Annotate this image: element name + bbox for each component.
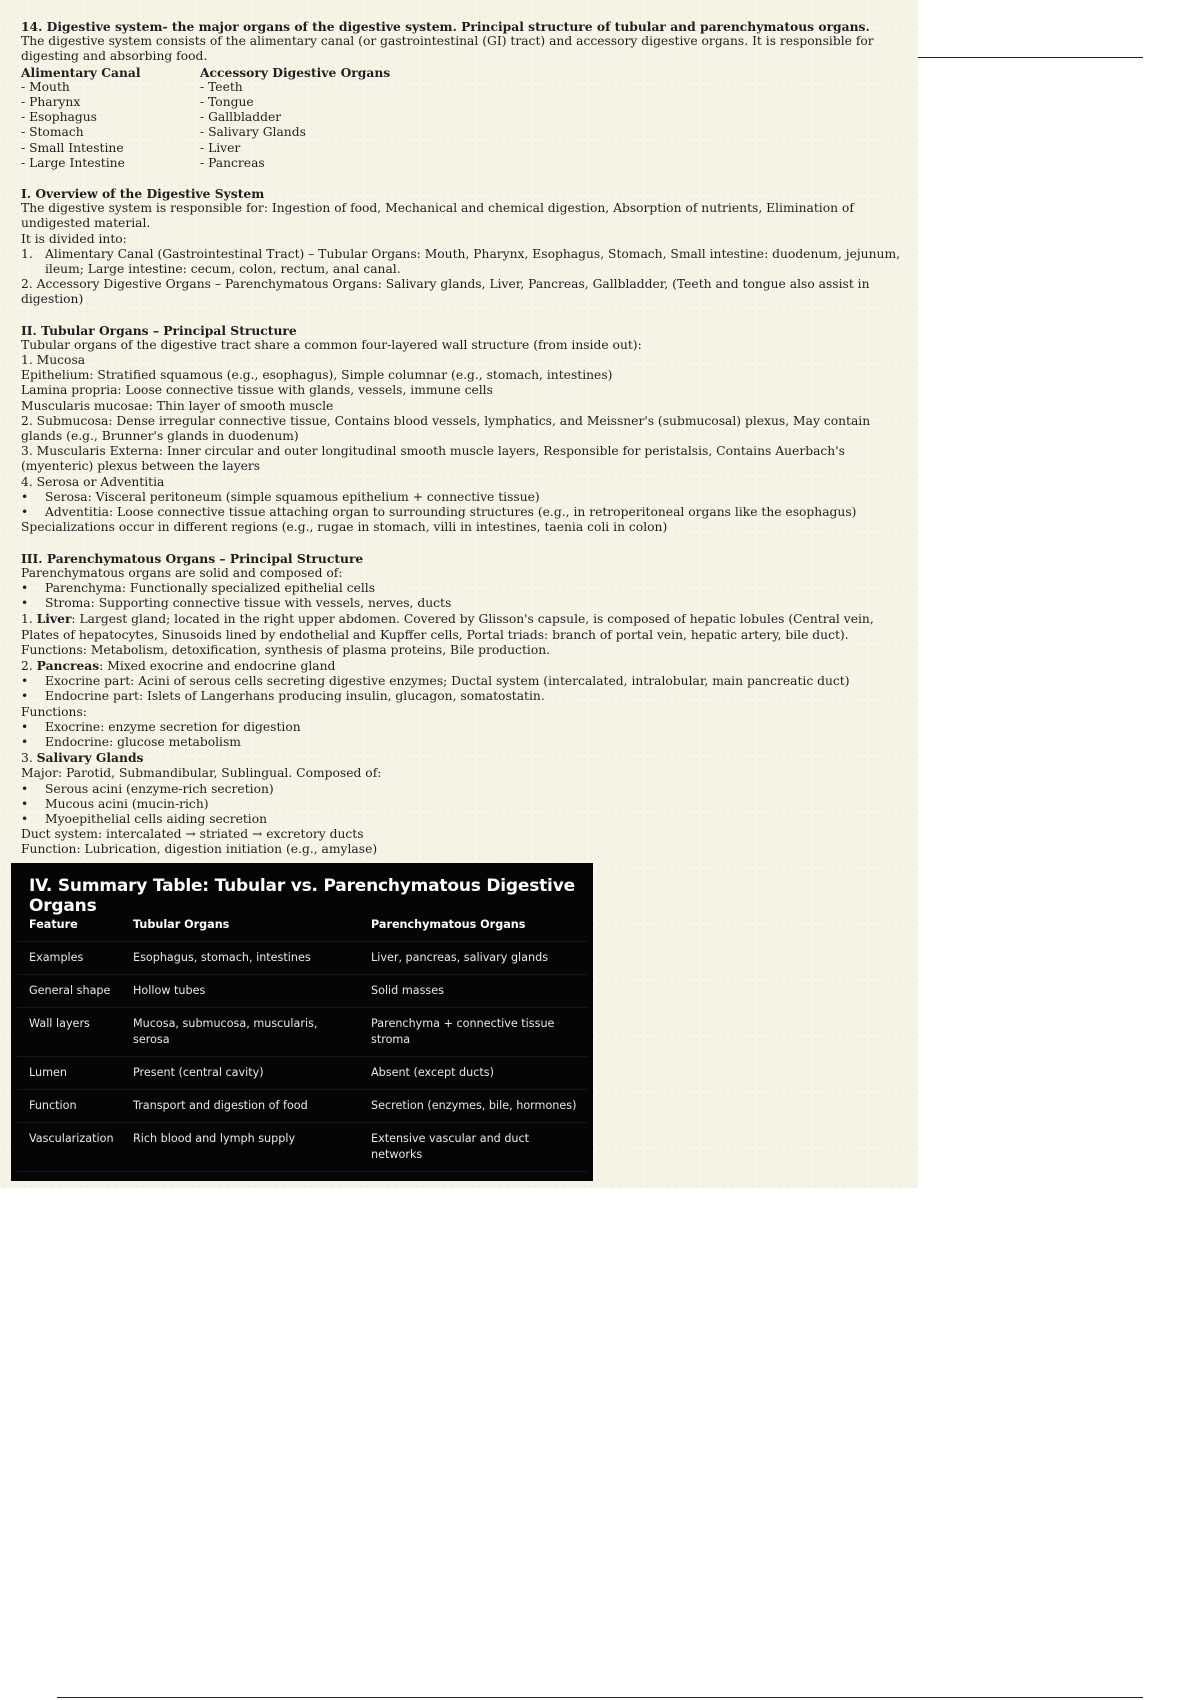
pancreas-text: : Mixed exocrine and endocrine gland bbox=[99, 658, 336, 673]
list-item: - Tongue bbox=[200, 95, 254, 110]
document-title: 14. Digestive system- the major organs of the digestive system. Principal structure of tubular and parenchymatous organs. bbox=[21, 19, 870, 34]
list-number: 1. bbox=[21, 246, 33, 261]
overview-list-item-2: 2. Accessory Digestive Organs – Parenchymatous Organs: Salivary glands, Liver, Pancreas, Gallbladder, (Teeth and tongue also assist in digestion) bbox=[21, 277, 870, 307]
table-header: Parenchymatous Organs bbox=[359, 909, 587, 942]
table-cell: Lumen bbox=[17, 1057, 121, 1090]
list-item: - Pancreas bbox=[200, 155, 265, 170]
list-item: - Gallbladder bbox=[200, 110, 282, 125]
myoepithelial-text: Myoepithelial cells aiding secretion bbox=[45, 811, 268, 826]
table-header: Tubular Organs bbox=[121, 909, 359, 942]
list-item: - Pharynx bbox=[21, 95, 81, 110]
pancreas-paragraph bbox=[21, 658, 901, 674]
serosa-heading: 4. Serosa or Adventitia bbox=[21, 474, 165, 489]
lamina-propria-text: Lamina propria: Loose connective tissue with glands, vessels, immune cells bbox=[21, 383, 493, 398]
bullet-icon: • bbox=[21, 674, 29, 689]
list-item: - Teeth bbox=[200, 79, 243, 94]
overview-list-item-1 bbox=[21, 247, 901, 277]
bullet-icon: • bbox=[21, 781, 29, 796]
bullet-icon: • bbox=[21, 580, 29, 595]
table-cell: Rich blood and lymph supply bbox=[121, 1123, 359, 1172]
alimentary-canal-heading: Alimentary Canal bbox=[21, 64, 141, 80]
spacer bbox=[21, 171, 901, 186]
bullet-icon: • bbox=[21, 734, 29, 749]
spacer bbox=[21, 308, 901, 323]
table-row bbox=[17, 975, 587, 1008]
salivary-function-text: Function: Lubrication, digestion initiation (e.g., amylase) bbox=[21, 842, 378, 857]
list-item: - Small Intestine bbox=[21, 140, 124, 155]
bullet-icon: • bbox=[21, 719, 29, 734]
list-item bbox=[21, 689, 901, 704]
table-cell: Solid masses bbox=[359, 975, 587, 1008]
list-item bbox=[21, 490, 901, 505]
list-item bbox=[21, 505, 901, 520]
serous-acini-text: Serous acini (enzyme-rich secretion) bbox=[45, 781, 274, 796]
table-cell: General shape bbox=[17, 975, 121, 1008]
table-cell: Secretion (enzymes, bile, hormones) bbox=[359, 1090, 587, 1123]
pancreas-number: 2. bbox=[21, 658, 33, 673]
mucous-acini-text: Mucous acini (mucin-rich) bbox=[45, 796, 209, 811]
table-row bbox=[17, 1090, 587, 1123]
document-body bbox=[21, 19, 901, 858]
salivary-text: Major: Parotid, Submandibular, Sublingual. Composed of: bbox=[21, 766, 382, 781]
list-text: Alimentary Canal (Gastrointestinal Tract) – Tubular Organs: Mouth, Pharynx, Esophagus, Stomach, Small intestine: duodenum, jejunum, ileum; Large intestine: cecum, colon, rectum, anal canal. bbox=[45, 246, 901, 277]
list-item bbox=[21, 720, 901, 735]
endocrine-part-text: Endocrine part: Islets of Langerhans producing insulin, glucagon, somatostatin. bbox=[45, 689, 545, 704]
list-item: - Liver bbox=[200, 140, 241, 155]
table-row bbox=[17, 1123, 587, 1172]
tubular-intro: Tubular organs of the digestive tract share a common four-layered wall structure (from inside out): bbox=[21, 337, 642, 352]
salivary-number: 3. bbox=[21, 751, 33, 766]
overview-divided-text: It is divided into: bbox=[21, 231, 127, 246]
muscularis-externa-text: 3. Muscularis Externa: Inner circular and outer longitudinal smooth muscle layers, Responsible for peristalsis, Contains Auerbach's (myenteric) plexus between the layers bbox=[21, 444, 845, 474]
serosa-text: Serosa: Visceral peritoneum (simple squamous epithelium + connective tissue) bbox=[45, 489, 540, 504]
list-item: - Large Intestine bbox=[21, 155, 125, 170]
table-cell: Present (central cavity) bbox=[121, 1057, 359, 1090]
table-row bbox=[17, 1008, 587, 1057]
specializations-text: Specializations occur in different regions (e.g., rugae in stomach, villi in intestines, taenia coli in colon) bbox=[21, 520, 668, 535]
section-heading-tubular: II. Tubular Organs – Principal Structure bbox=[21, 322, 297, 338]
list-item: - Salivary Glands bbox=[200, 125, 306, 140]
table-cell: Transport and digestion of food bbox=[121, 1090, 359, 1123]
list-item bbox=[21, 797, 901, 812]
table-cell: Parenchyma + connective tissue stroma bbox=[359, 1008, 587, 1057]
liver-label: Liver bbox=[36, 611, 72, 627]
bullet-icon: • bbox=[21, 489, 29, 504]
endocrine-function-text: Endocrine: glucose metabolism bbox=[45, 734, 241, 749]
table-cell: Function bbox=[17, 1090, 121, 1123]
bullet-icon: • bbox=[21, 689, 29, 704]
duct-system-text: Duct system: intercalated → striated → excretory ducts bbox=[21, 827, 364, 842]
list-item: - Stomach bbox=[21, 125, 84, 140]
bullet-icon: • bbox=[21, 811, 29, 826]
table-cell: Wall layers bbox=[17, 1008, 121, 1057]
exocrine-part-text: Exocrine part: Acini of serous cells secreting digestive enzymes; Ductal system (intercalated, intralobular, main pancreatic duct) bbox=[45, 674, 850, 689]
functions-label: Functions: bbox=[21, 704, 87, 719]
table-cell: Liver, pancreas, salivary glands bbox=[359, 942, 587, 975]
submucosa-text: 2. Submucosa: Dense irregular connective tissue, Contains blood vessels, lymphatics, and Meissner's (submucosal) plexus, May contain glands (e.g., Brunner's glands in duodenum) bbox=[21, 413, 871, 444]
list-item: - Mouth bbox=[21, 79, 70, 94]
accessory-organs-column bbox=[200, 65, 500, 171]
adventitia-text: Adventitia: Loose connective tissue attaching organ to surrounding structures (e.g., in retroperitoneal organs like the esophagus) bbox=[45, 505, 857, 520]
overview-paragraph: The digestive system is responsible for: Ingestion of food, Mechanical and chemical digestion, Absorption of nutrients, Elimination of undigested material. bbox=[21, 201, 854, 231]
table-cell: Hollow tubes bbox=[121, 975, 359, 1008]
list-item: - Esophagus bbox=[21, 110, 97, 125]
epithelium-text: Epithelium: Stratified squamous (e.g., esophagus), Simple columnar (e.g., stomach, intestines) bbox=[21, 368, 613, 383]
liver-number: 1. bbox=[21, 612, 33, 627]
parenchyma-text: Parenchyma: Functionally specialized epithelial cells bbox=[45, 580, 376, 595]
list-item bbox=[21, 735, 901, 750]
divider bbox=[918, 57, 1143, 58]
list-item bbox=[21, 812, 901, 827]
bullet-icon: • bbox=[21, 596, 29, 611]
list-item bbox=[21, 674, 901, 689]
parenchymatous-intro: Parenchymatous organs are solid and composed of: bbox=[21, 565, 343, 580]
salivary-heading bbox=[21, 750, 901, 766]
spacer bbox=[21, 536, 901, 551]
list-item bbox=[21, 581, 901, 596]
accessory-organs-heading: Accessory Digestive Organs bbox=[200, 64, 391, 80]
summary-table bbox=[17, 909, 587, 1172]
table-cell: Mucosa, submucosa, muscularis, serosa bbox=[121, 1008, 359, 1057]
table-cell: Absent (except ducts) bbox=[359, 1057, 587, 1090]
exocrine-function-text: Exocrine: enzyme secretion for digestion bbox=[45, 719, 301, 734]
table-cell: Extensive vascular and duct networks bbox=[359, 1123, 587, 1172]
pancreas-label: Pancreas bbox=[36, 657, 100, 673]
stroma-text: Stroma: Supporting connective tissue with vessels, nerves, ducts bbox=[45, 596, 452, 611]
table-cell: Vascularization bbox=[17, 1123, 121, 1172]
intro-paragraph: The digestive system consists of the alimentary canal (or gastrointestinal (GI) tract) and accessory digestive organs. It is responsible for digesting and absorbing food. bbox=[21, 34, 874, 64]
liver-functions: Functions: Metabolism, detoxification, synthesis of plasma proteins, Bile production. bbox=[21, 642, 551, 657]
table-row bbox=[17, 942, 587, 975]
list-item bbox=[21, 596, 901, 611]
table-cell: Esophagus, stomach, intestines bbox=[121, 942, 359, 975]
table-header: Feature bbox=[17, 909, 121, 942]
mucosa-heading: 1. Mucosa bbox=[21, 353, 86, 368]
summary-table-title: IV. Summary Table: Tubular vs. Parenchymatous Digestive Organs bbox=[29, 876, 575, 916]
muscularis-mucosae-text: Muscularis mucosae: Thin layer of smooth muscle bbox=[21, 398, 334, 413]
bullet-icon: • bbox=[21, 796, 29, 811]
organ-columns bbox=[21, 65, 901, 171]
table-row bbox=[17, 1057, 587, 1090]
salivary-label: Salivary Glands bbox=[36, 750, 144, 766]
table-cell: Examples bbox=[17, 942, 121, 975]
liver-text: : Largest gland; located in the right upper abdomen. Covered by Glisson's capsule, is composed of hepatic lobules (Central vein, Plates of hepatocytes, Sinusoids lined by endothelial and Kupffer cells, Portal triads: branch of portal vein, hepatic artery, bile duct). bbox=[21, 612, 874, 642]
list-item bbox=[21, 782, 901, 797]
table-header-row bbox=[17, 909, 587, 942]
summary-table-panel bbox=[11, 863, 593, 1181]
bullet-icon: • bbox=[21, 505, 29, 520]
section-heading-parenchymatous: III. Parenchymatous Organs – Principal Structure bbox=[21, 550, 364, 566]
liver-paragraph bbox=[21, 611, 901, 642]
section-heading-overview: I. Overview of the Digestive System bbox=[21, 186, 265, 202]
alimentary-canal-column bbox=[21, 65, 200, 171]
divider bbox=[57, 1697, 1143, 1698]
